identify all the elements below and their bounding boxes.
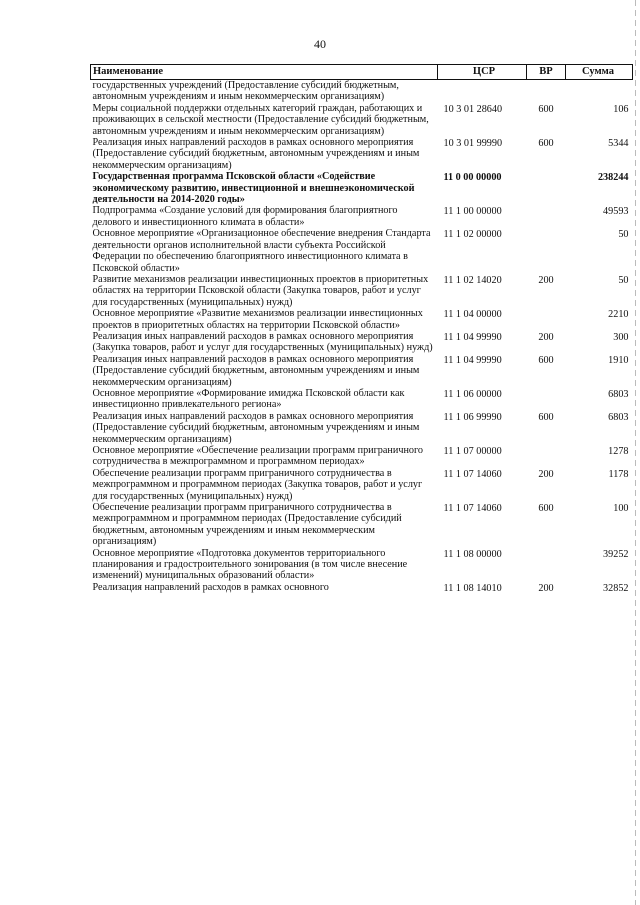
row-name-cell: Основное мероприятие «Организационное обеспечение внедрения Стандарта деятельности органов исполнительной власти субъекта Российской Федерации по обеспечению благоприятного инвестиционного климата в Псковской области» xyxy=(92,228,431,274)
table-body xyxy=(91,80,633,595)
row-name-cell: Основное мероприятие «Формирование имиджа Псковской области как инвестиционно привлекательного региона» xyxy=(92,387,405,411)
row-name-cell: Реализация иных направлений расходов в рамках основного мероприятия (Закупка товаров, работ и услуг для государственных (муниципальных) нужд) xyxy=(92,330,433,354)
row-name-cell: государственных учреждений (Предоставление субсидий бюджетным, автономным учреждениям и иным некоммерческим организациям) xyxy=(92,80,399,103)
column-header-name: Наименование xyxy=(91,65,438,80)
row-vr-cell: 200 xyxy=(538,274,554,286)
row-vr-cell xyxy=(527,308,566,331)
row-csr-cell: 11 1 04 00000 xyxy=(443,309,502,321)
row-csr-cell: 11 1 04 99990 xyxy=(443,354,502,366)
row-name-cell: Реализация иных направлений расходов в рамках основного мероприятия (Предоставление субсидий бюджетным, автономным учреждениям и иным некоммерческим организациям) xyxy=(92,353,420,388)
row-name-cell: Государственная программа Псковской области «Содействие экономическому развитию, инвестиционной и внешнеэкономической деятельности на 2014-2020 годы» xyxy=(92,171,415,206)
row-sum-cell: 2210 xyxy=(608,309,629,321)
row-csr-cell: 11 1 07 14060 xyxy=(443,468,502,480)
budget-table xyxy=(90,64,633,594)
row-csr-cell: 11 0 00 00000 xyxy=(443,172,502,184)
row-vr-cell xyxy=(527,80,566,103)
table-row xyxy=(91,80,633,103)
row-csr-cell: 11 1 08 00000 xyxy=(443,548,502,560)
row-csr-cell: 10 3 01 99990 xyxy=(443,138,503,150)
row-sum-cell: 39252 xyxy=(603,548,629,560)
row-vr-cell: 600 xyxy=(538,138,554,150)
row-sum-cell xyxy=(566,80,633,103)
row-csr-cell: 11 1 08 14010 xyxy=(443,582,502,594)
row-vr-cell xyxy=(527,445,566,468)
row-sum-cell: 50 xyxy=(618,274,629,286)
row-vr-cell: 600 xyxy=(538,411,554,423)
row-name-cell: Реализация направлений расходов в рамках основного xyxy=(92,581,329,593)
row-sum-cell: 100 xyxy=(613,503,629,515)
table-row xyxy=(91,468,633,502)
row-vr-cell xyxy=(527,388,566,411)
row-sum-cell: 300 xyxy=(613,331,629,343)
row-sum-cell: 1178 xyxy=(608,468,629,480)
table-row xyxy=(91,103,633,137)
row-sum-cell: 32852 xyxy=(603,582,629,594)
table-row xyxy=(91,502,633,548)
table-row xyxy=(91,354,633,388)
table-row xyxy=(91,388,633,411)
row-sum-cell: 238244 xyxy=(597,172,629,184)
table-row xyxy=(91,171,633,205)
row-name-cell: Обеспечение реализации программ приграничного сотрудничества в межпрограммном и программном периодах (Предоставление субсидий бюджетным, автономным учреждениям и иным некоммерческим организациям) xyxy=(92,502,402,548)
table-row xyxy=(91,137,633,171)
row-vr-cell xyxy=(527,171,566,205)
row-name-cell: Основное мероприятие «Обеспечение реализации программ приграничного сотрудничества в межпрограммном и программном периодах» xyxy=(92,445,424,468)
column-header-sum: Сумма xyxy=(566,65,633,80)
table-row xyxy=(91,582,633,594)
row-sum-cell: 6803 xyxy=(608,388,629,400)
row-vr-cell: 600 xyxy=(538,103,554,115)
row-csr-cell xyxy=(438,80,527,103)
row-name-cell: Меры социальной поддержки отдельных категорий граждан, работающих и проживающих в сельской местности (Предоставление субсидий бюджетным, автономным учреждениям и иным некоммерческим организациям) xyxy=(92,102,429,137)
table-row xyxy=(91,228,633,274)
row-vr-cell xyxy=(527,205,566,228)
row-vr-cell: 200 xyxy=(538,468,554,480)
row-sum-cell: 1910 xyxy=(608,354,629,366)
row-csr-cell: 10 3 01 28640 xyxy=(443,103,503,115)
row-csr-cell: 11 1 06 99990 xyxy=(443,411,502,423)
column-header-csr: ЦСР xyxy=(438,65,527,80)
row-csr-cell: 11 1 07 14060 xyxy=(443,503,502,515)
row-name-cell: Основное мероприятие «Подготовка документов территориального планирования и градостроительного зонирования (в том числе внесение изменений) муниципальных образований области» xyxy=(92,547,408,582)
page-number: 40 xyxy=(314,37,326,51)
row-sum-cell: 6803 xyxy=(608,411,629,423)
row-sum-cell: 50 xyxy=(618,229,629,241)
row-sum-cell: 106 xyxy=(613,103,629,115)
row-sum-cell: 1278 xyxy=(608,446,629,457)
row-vr-cell: 600 xyxy=(538,503,554,515)
row-vr-cell: 200 xyxy=(538,582,554,594)
table-row xyxy=(91,548,633,582)
row-csr-cell: 11 1 00 00000 xyxy=(443,206,502,218)
column-header-vr: ВР xyxy=(527,65,566,80)
row-name-cell: Основное мероприятие «Развитие механизмов реализации инвестиционных проектов в приоритетных областях на территории Псковской области» xyxy=(92,308,423,331)
row-csr-cell: 11 1 06 00000 xyxy=(443,388,502,400)
table-row xyxy=(91,205,633,228)
table-row xyxy=(91,274,633,308)
row-name-cell: Реализация иных направлений расходов в рамках основного мероприятия (Предоставление субсидий бюджетным, автономным учреждениям и иным некоммерческим организациям) xyxy=(92,137,420,171)
table-row xyxy=(91,308,633,331)
row-vr-cell: 600 xyxy=(538,354,554,366)
row-csr-cell: 11 1 07 00000 xyxy=(443,446,502,457)
row-name-cell: Развитие механизмов реализации инвестиционных проектов в приоритетных областях на территории Псковской области (Закупка товаров, работ и услуг для государственных (муниципальных) нужд) xyxy=(92,273,429,308)
row-name-cell: Обеспечение реализации программ приграничного сотрудничества в межпрограммном и программном периодах (Закупка товаров, работ и услуг для государственных (муниципальных) нужд) xyxy=(92,467,423,502)
row-sum-cell: 5344 xyxy=(608,138,629,150)
row-vr-cell: 200 xyxy=(538,331,554,343)
page-edge-dashed-line xyxy=(635,0,636,905)
row-vr-cell xyxy=(527,228,566,274)
row-csr-cell: 11 1 02 14020 xyxy=(443,274,502,286)
row-vr-cell xyxy=(527,548,566,582)
row-csr-cell: 11 1 04 99990 xyxy=(443,331,502,343)
row-csr-cell: 11 1 02 00000 xyxy=(443,229,502,241)
table-row xyxy=(91,411,633,445)
table-header-row xyxy=(91,65,633,80)
row-sum-cell: 49593 xyxy=(603,206,629,218)
table-row xyxy=(91,331,633,354)
table-row xyxy=(91,445,633,468)
row-name-cell: Подпрограмма «Создание условий для формирования благоприятного делового и инвестиционного климата в области» xyxy=(92,205,398,228)
row-name-cell: Реализация иных направлений расходов в рамках основного мероприятия (Предоставление субсидий бюджетным, автономным учреждениям и иным некоммерческим организациям) xyxy=(92,410,420,445)
